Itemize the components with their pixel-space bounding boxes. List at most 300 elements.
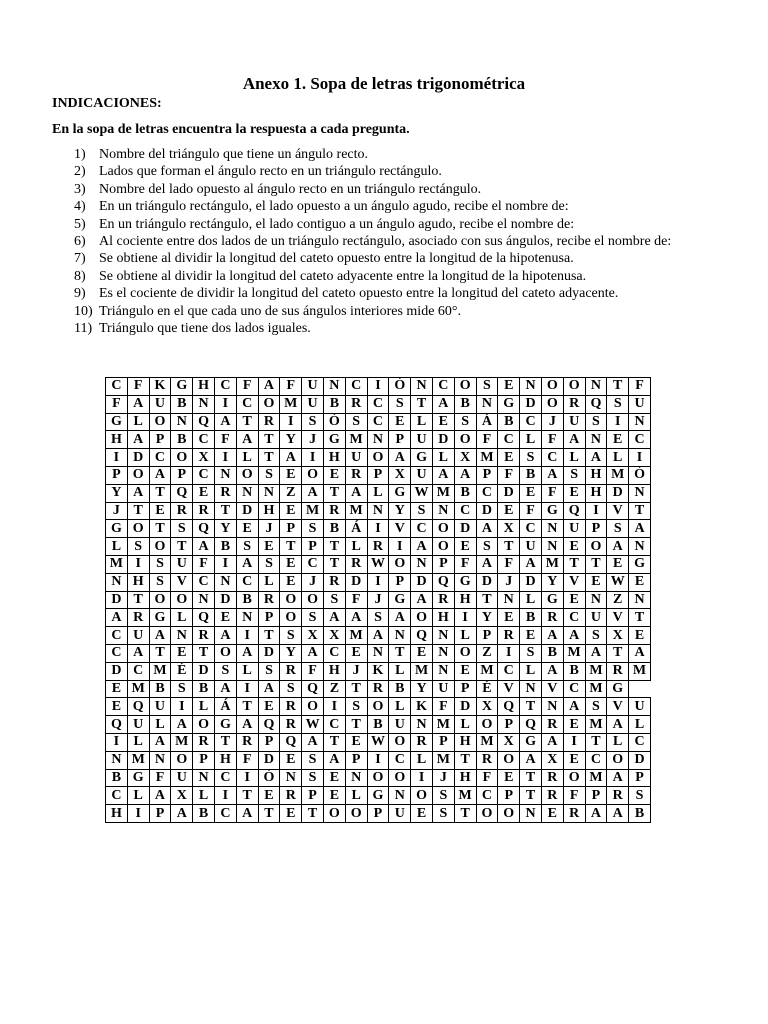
grid-cell: O <box>236 466 258 484</box>
grid-cell: I <box>563 733 585 751</box>
page-title: Anexo 1. Sopa de letras trigonométrica <box>242 74 526 93</box>
grid-cell: U <box>171 769 193 787</box>
question-number: 4) <box>74 199 86 215</box>
grid-cell: E <box>258 538 280 556</box>
grid-cell: C <box>629 431 651 449</box>
question-text: Triángulo en el que cada uno de sus ángulos interiores mide 60°. <box>99 303 462 319</box>
grid-cell: N <box>280 769 302 787</box>
grid-cell: C <box>476 484 498 502</box>
grid-cell: A <box>127 644 149 662</box>
grid-cell: L <box>106 538 128 556</box>
grid-cell: F <box>476 769 498 787</box>
grid-cell: R <box>432 591 454 609</box>
grid-cell: A <box>389 449 411 467</box>
grid-cell: A <box>541 466 563 484</box>
grid-cell: S <box>302 609 324 627</box>
grid-cell: J <box>302 573 324 591</box>
grid-cell: Q <box>106 716 128 734</box>
grid-cell: C <box>563 609 585 627</box>
grid-cell: X <box>607 627 629 645</box>
grid-cell: F <box>214 431 236 449</box>
grid-cell: C <box>629 733 651 751</box>
grid-cell: A <box>432 395 454 413</box>
grid-cell: I <box>127 805 149 823</box>
grid-cell: M <box>585 662 607 680</box>
grid-cell: A <box>323 609 345 627</box>
grid-cell: G <box>106 413 128 431</box>
grid-cell: Y <box>541 573 563 591</box>
grid-cell: M <box>345 431 367 449</box>
grid-cell: I <box>214 449 236 467</box>
question-number: 9) <box>74 286 86 302</box>
grid-cell: F <box>454 555 476 573</box>
grid-cell: J <box>432 769 454 787</box>
grid-cell: L <box>389 662 411 680</box>
question-number: 11) <box>74 321 93 337</box>
grid-cell: N <box>629 591 651 609</box>
grid-cell: S <box>607 395 629 413</box>
grid-cell: R <box>607 787 629 805</box>
grid-cell: Q <box>280 733 302 751</box>
grid-cell: C <box>149 449 171 467</box>
grid-row <box>106 716 651 734</box>
grid-cell: G <box>411 449 433 467</box>
grid-cell: J <box>302 431 324 449</box>
grid-cell: E <box>345 644 367 662</box>
grid-cell: D <box>193 662 215 680</box>
grid-cell: C <box>302 555 324 573</box>
grid-cell: R <box>236 733 258 751</box>
section-heading: INDICACIONES: <box>52 96 162 111</box>
grid-cell: V <box>171 573 193 591</box>
grid-row <box>106 805 651 823</box>
grid-cell: L <box>411 751 433 769</box>
grid-cell: A <box>607 769 629 787</box>
grid-cell: L <box>345 787 367 805</box>
grid-cell: O <box>280 609 302 627</box>
grid-cell: S <box>302 769 324 787</box>
grid-cell: P <box>193 751 215 769</box>
grid-cell: F <box>236 378 258 396</box>
grid-cell: L <box>258 573 280 591</box>
grid-cell: F <box>476 431 498 449</box>
grid-cell: J <box>498 573 520 591</box>
grid-cell: C <box>498 431 520 449</box>
word-search-rows <box>106 378 651 823</box>
grid-cell: R <box>323 502 345 520</box>
grid-cell: Á <box>345 520 367 538</box>
grid-cell: G <box>214 716 236 734</box>
question-item <box>74 181 754 198</box>
grid-cell: U <box>389 805 411 823</box>
grid-cell: Y <box>106 484 128 502</box>
grid-row <box>106 591 651 609</box>
grid-cell: B <box>193 680 215 698</box>
grid-cell: C <box>127 662 149 680</box>
grid-cell: D <box>520 395 542 413</box>
grid-cell: I <box>629 449 651 467</box>
question-text: Nombre del lado opuesto al ángulo recto en un triángulo rectángulo. <box>99 181 482 197</box>
grid-cell: P <box>367 805 389 823</box>
grid-cell: Y <box>280 431 302 449</box>
grid-cell: R <box>498 627 520 645</box>
grid-cell: N <box>411 378 433 396</box>
grid-cell: H <box>193 378 215 396</box>
grid-cell: A <box>236 644 258 662</box>
grid-cell: A <box>476 555 498 573</box>
grid-cell: N <box>214 573 236 591</box>
grid-cell: A <box>149 627 171 645</box>
grid-cell: L <box>127 733 149 751</box>
grid-cell: A <box>106 609 128 627</box>
question-text: En un triángulo rectángulo, el lado opuesto a un ángulo agudo, recibe el nombre de: <box>99 199 569 215</box>
grid-cell: P <box>585 787 607 805</box>
grid-cell: O <box>171 449 193 467</box>
grid-cell: E <box>563 716 585 734</box>
grid-cell: E <box>280 502 302 520</box>
grid-cell: E <box>280 466 302 484</box>
grid-cell: E <box>520 484 542 502</box>
grid-cell: C <box>432 378 454 396</box>
grid-cell: I <box>367 520 389 538</box>
grid-cell: L <box>607 733 629 751</box>
grid-cell: Y <box>476 609 498 627</box>
grid-cell: C <box>106 787 128 805</box>
grid-cell: T <box>520 698 542 716</box>
grid-cell: N <box>541 538 563 556</box>
grid-cell: M <box>171 733 193 751</box>
grid-cell: D <box>127 449 149 467</box>
grid-cell: N <box>411 716 433 734</box>
grid-cell: A <box>302 644 324 662</box>
grid-cell: G <box>171 378 193 396</box>
grid-cell: A <box>585 805 607 823</box>
grid-cell: O <box>302 591 324 609</box>
grid-cell: I <box>411 769 433 787</box>
grid-cell: T <box>258 449 280 467</box>
grid-cell: R <box>323 573 345 591</box>
grid-cell: P <box>258 609 280 627</box>
grid-row <box>106 787 651 805</box>
grid-cell: R <box>280 716 302 734</box>
grid-cell: O <box>607 751 629 769</box>
question-item <box>74 320 754 337</box>
grid-cell: G <box>149 609 171 627</box>
grid-cell: C <box>520 413 542 431</box>
grid-cell: S <box>389 395 411 413</box>
grid-cell: D <box>258 644 280 662</box>
grid-cell: É <box>476 680 498 698</box>
grid-cell: R <box>563 395 585 413</box>
grid-cell: I <box>389 538 411 556</box>
grid-row <box>106 698 651 716</box>
grid-cell: P <box>585 520 607 538</box>
grid-cell: T <box>236 413 258 431</box>
grid-cell: X <box>498 520 520 538</box>
grid-cell: B <box>236 591 258 609</box>
grid-cell: N <box>149 751 171 769</box>
grid-cell: Y <box>411 680 433 698</box>
grid-cell: F <box>498 555 520 573</box>
grid-cell: S <box>585 413 607 431</box>
grid-cell: A <box>236 431 258 449</box>
grid-cell: I <box>367 751 389 769</box>
grid-cell: H <box>214 751 236 769</box>
grid-cell: G <box>520 733 542 751</box>
grid-cell: A <box>345 609 367 627</box>
grid-cell: O <box>498 805 520 823</box>
grid-cell: S <box>345 413 367 431</box>
grid-cell: E <box>629 627 651 645</box>
grid-cell: M <box>607 466 629 484</box>
grid-cell: N <box>541 698 563 716</box>
grid-cell: V <box>607 502 629 520</box>
grid-cell: T <box>585 733 607 751</box>
grid-cell: U <box>629 698 651 716</box>
grid-cell: E <box>389 413 411 431</box>
grid-cell: Ó <box>389 378 411 396</box>
grid-cell: F <box>520 502 542 520</box>
grid-cell: N <box>236 484 258 502</box>
grid-cell: T <box>563 555 585 573</box>
grid-cell: C <box>214 378 236 396</box>
grid-cell: O <box>258 395 280 413</box>
grid-cell: S <box>585 627 607 645</box>
grid-cell: E <box>498 502 520 520</box>
grid-cell: I <box>214 555 236 573</box>
grid-cell: O <box>323 805 345 823</box>
grid-cell: N <box>585 431 607 449</box>
grid-cell: T <box>411 395 433 413</box>
grid-cell: I <box>106 733 128 751</box>
grid-cell: T <box>193 644 215 662</box>
grid-cell: S <box>411 502 433 520</box>
grid-cell: M <box>345 502 367 520</box>
grid-cell: O <box>411 609 433 627</box>
question-text: Es el cociente de dividir la longitud del cateto opuesto entre la longitud del cateto adyacente. <box>99 286 619 302</box>
grid-cell: S <box>236 538 258 556</box>
grid-cell: L <box>193 787 215 805</box>
question-item <box>74 146 754 163</box>
grid-cell: A <box>214 413 236 431</box>
grid-cell: U <box>432 680 454 698</box>
grid-cell: F <box>563 787 585 805</box>
grid-cell: A <box>258 378 280 396</box>
grid-cell: X <box>476 698 498 716</box>
grid-cell: W <box>302 716 324 734</box>
grid-cell: E <box>563 484 585 502</box>
grid-cell: S <box>454 413 476 431</box>
grid-cell: X <box>541 751 563 769</box>
grid-cell: M <box>280 395 302 413</box>
grid-cell: O <box>454 644 476 662</box>
grid-cell: X <box>323 627 345 645</box>
grid-cell: J <box>367 591 389 609</box>
grid-cell: M <box>585 769 607 787</box>
grid-cell: U <box>585 609 607 627</box>
grid-cell: L <box>454 627 476 645</box>
grid-cell: L <box>127 787 149 805</box>
grid-cell: C <box>498 662 520 680</box>
grid-cell: Q <box>432 573 454 591</box>
grid-cell: D <box>454 520 476 538</box>
grid-cell: H <box>323 662 345 680</box>
grid-cell: É <box>171 662 193 680</box>
grid-cell: Á <box>476 413 498 431</box>
grid-cell: O <box>563 769 585 787</box>
grid-cell: E <box>541 805 563 823</box>
grid-cell: O <box>389 555 411 573</box>
grid-cell: W <box>367 733 389 751</box>
grid-cell: E <box>171 644 193 662</box>
grid-cell: O <box>563 378 585 396</box>
grid-cell: P <box>432 733 454 751</box>
grid-cell: N <box>629 484 651 502</box>
grid-cell: S <box>520 644 542 662</box>
grid-cell: R <box>280 698 302 716</box>
grid-cell: G <box>607 680 629 698</box>
grid-cell: W <box>411 484 433 502</box>
grid-cell: A <box>302 733 324 751</box>
grid-cell: N <box>432 662 454 680</box>
grid-cell: V <box>541 680 563 698</box>
question-number: 5) <box>74 216 86 232</box>
grid-cell: I <box>607 413 629 431</box>
grid-cell: E <box>454 662 476 680</box>
grid-cell: M <box>476 733 498 751</box>
grid-cell: L <box>520 431 542 449</box>
grid-cell: M <box>432 484 454 502</box>
grid-cell: P <box>389 573 411 591</box>
word-search-grid <box>105 377 651 823</box>
grid-cell: S <box>476 378 498 396</box>
grid-cell: H <box>585 466 607 484</box>
grid-cell: N <box>171 627 193 645</box>
grid-cell: O <box>411 787 433 805</box>
grid-cell: V <box>607 609 629 627</box>
grid-cell: C <box>345 378 367 396</box>
grid-cell: U <box>149 395 171 413</box>
grid-cell: R <box>563 805 585 823</box>
grid-cell: Q <box>171 484 193 502</box>
grid-cell: F <box>345 591 367 609</box>
grid-cell: E <box>520 627 542 645</box>
grid-cell: Ó <box>629 466 651 484</box>
grid-cell: N <box>367 502 389 520</box>
grid-cell: O <box>432 538 454 556</box>
grid-cell: G <box>127 769 149 787</box>
grid-cell: W <box>607 573 629 591</box>
grid-cell: D <box>498 484 520 502</box>
grid-cell: R <box>367 680 389 698</box>
grid-cell: R <box>367 538 389 556</box>
question-text: Al cociente entre dos lados de un triángulo rectángulo, asociado con sus ángulos, recibe el nombre de: <box>99 234 672 250</box>
grid-cell: C <box>214 769 236 787</box>
grid-cell: C <box>193 431 215 449</box>
grid-cell: U <box>149 698 171 716</box>
grid-cell: A <box>607 538 629 556</box>
grid-cell: C <box>476 787 498 805</box>
grid-cell: A <box>454 466 476 484</box>
grid-cell: D <box>214 591 236 609</box>
grid-cell: E <box>454 538 476 556</box>
question-number: 2) <box>74 164 86 180</box>
grid-cell: B <box>193 805 215 823</box>
grid-cell: O <box>345 805 367 823</box>
grid-cell: A <box>629 644 651 662</box>
grid-cell: G <box>454 573 476 591</box>
grid-cell: T <box>389 644 411 662</box>
grid-cell: A <box>629 520 651 538</box>
grid-cell: A <box>520 751 542 769</box>
grid-cell: T <box>323 538 345 556</box>
grid-cell: R <box>258 413 280 431</box>
grid-cell: C <box>454 502 476 520</box>
grid-cell: C <box>323 644 345 662</box>
grid-cell: Q <box>193 413 215 431</box>
grid-cell: S <box>171 680 193 698</box>
grid-cell: B <box>214 538 236 556</box>
grid-cell: N <box>193 395 215 413</box>
grid-cell: T <box>302 805 324 823</box>
grid-cell: I <box>106 449 128 467</box>
grid-cell: V <box>389 520 411 538</box>
grid-cell: D <box>236 502 258 520</box>
grid-cell: D <box>476 502 498 520</box>
grid-cell: G <box>367 787 389 805</box>
grid-cell: N <box>345 769 367 787</box>
grid-cell: S <box>432 805 454 823</box>
grid-cell: A <box>585 449 607 467</box>
grid-cell: A <box>389 609 411 627</box>
grid-cell: F <box>541 484 563 502</box>
grid-cell: O <box>302 698 324 716</box>
question-item <box>74 233 754 250</box>
grid-cell: L <box>520 591 542 609</box>
grid-cell: I <box>214 787 236 805</box>
grid-cell: T <box>454 805 476 823</box>
grid-cell: Q <box>302 680 324 698</box>
grid-cell: S <box>432 787 454 805</box>
grid-cell: S <box>258 555 280 573</box>
grid-cell: E <box>345 733 367 751</box>
grid-cell: S <box>258 466 280 484</box>
grid-cell: C <box>367 395 389 413</box>
grid-row <box>106 538 651 556</box>
grid-cell: H <box>106 805 128 823</box>
grid-cell: D <box>432 431 454 449</box>
grid-cell: P <box>476 627 498 645</box>
grid-cell: T <box>345 680 367 698</box>
grid-cell: M <box>476 662 498 680</box>
grid-cell: L <box>411 413 433 431</box>
grid-cell: P <box>629 769 651 787</box>
question-text: En un triángulo rectángulo, el lado contiguo a un ángulo agudo, recibe el nombre de: <box>99 216 575 232</box>
grid-cell: I <box>498 644 520 662</box>
grid-cell: Z <box>280 484 302 502</box>
grid-cell: E <box>214 609 236 627</box>
grid-row <box>106 466 651 484</box>
grid-row <box>106 751 651 769</box>
grid-cell: I <box>367 378 389 396</box>
grid-cell: L <box>629 716 651 734</box>
grid-cell: O <box>389 769 411 787</box>
grid-cell: T <box>323 484 345 502</box>
grid-cell: B <box>629 805 651 823</box>
grid-cell: R <box>541 787 563 805</box>
grid-cell: G <box>323 431 345 449</box>
grid-cell: S <box>280 627 302 645</box>
